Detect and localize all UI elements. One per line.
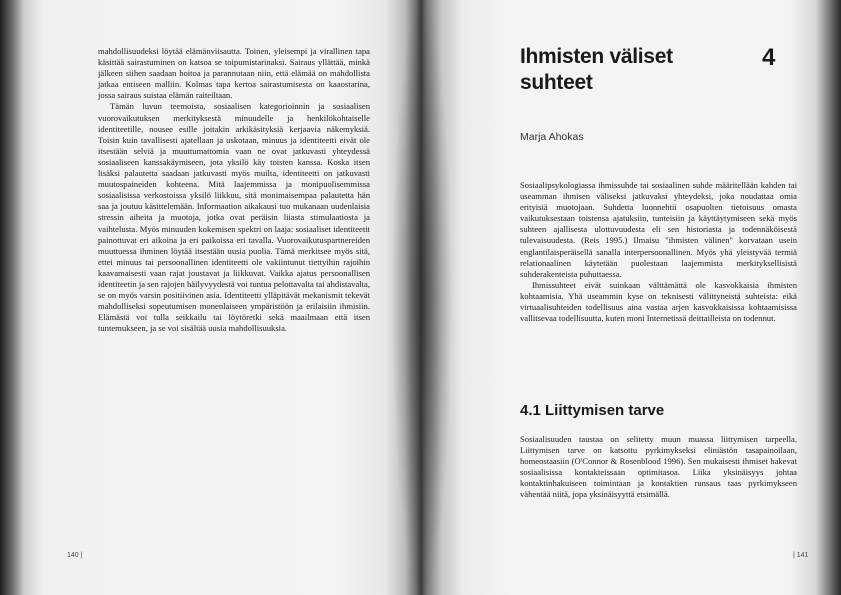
paragraph: Ihmissuhteet eivät suinkaan välttämättä ole kasvokkaisia ihmisten kohtaamisia. Yhä useammin kyse on teknisesti välittyneistä suhteista: eikä virtuaalisuhteiden todellisuus aina vastaa arjen kasvokkaisissa kohtaamisissa vallitsevaa todellisuutta, kuten moni Internetissä deittailleista on todennut. — [520, 279, 797, 324]
paragraph: Tämän luvun teemoista, sosiaalisen kategorioinnin ja sosiaalisen vuorovaikutuksen merkityksestä minuudelle ja henkilökohtaiselle identiteetille, nousee esille joitakin arkikäsityksiä kerjaavia näkemyksiä. Toisin kuin tavallisesti ajatellaan ja uskotaan, minuus ja identiteetti eivät ole itsestään selviä ja muuttumattomia vaan ne ovat jatkuvasti yhteydessä sosiaaliseen kanssakäymiseen, jota yksilö käy toisten kanssa. Koska itsen lisäksi palautetta saadaan jatkuvasti myös muilta, identiteetti on jatkuvasti muutospaineiden kohteena. Mitä laajemmissa ja monipuolisemmissa sosiaalisissa verkostoissa yksilö liikkuu, sitä monimaisempaa palautetta hän saa ja joutuu käsittelemään. Informaation aikakausi tuo mukanaan uudenlaisia stressin aiheita ja muotoja, jotka ovat peräisin liiasta stimulaatiosta ja vaihtelusta. Myös minuuden kokemisen spektri on laaja: sosiaaliset identiteetit painottuvat eri aikoina ja eri paikoissa eri tavalla. Vuorovaikutuspartnereiden muuttuessa ihminen löytää itsestään uusia puolia. Tämä merkitsee myös sitä, ettei minuus tai persoonallinen identiteetti ole vakiintunut tiettyihin rajoihin kaavamaisesti vaan rajat joustavat ja liikkuvat. Vaikka ajatus persoonallisen identiteetin ja sen rajojen häilyvyydestä voi tuntua pelottavalta tai ahdistavalta, se on myös varsin positiivinen asia. Identiteetti ylläpitävät mekanismit tekevät mahdolliseksi sopeutumisen monenlaiseen ympäristöön ja erilaisiin ihmisiin. Elämästä voi tulla seikkailu tai löytöretki sekä maailmaan että itsen tuntemukseen, ja se voi sisältää uusia mahdollisuuksia. — [98, 101, 370, 334]
chapter-title: Ihmisten väliset suhteet — [520, 45, 673, 94]
paragraph: Sosiaalisuuden taustaa on selitetty muun muassa liittymisen tarpeella. Liittymisen tarve on katsottu pyrkimykseksi eliniästön tasapainoilaan, homeostaasiin (O'Connor & Rosenblood 1996). Sen mukaisesti ihmiset hakevat sosiaalisissa kontakteissaan optimitasoa. Liika yksinäisyys johtaa kontaktinhakuiseen toimintaan ja kontaktien runsaus taas pyrkimykseen vähentää niitä, jopa yksinäisyyttä etsimällä. — [520, 434, 797, 500]
chapter-number: 4 — [762, 44, 776, 71]
author-name: Marja Ahokas — [520, 131, 584, 143]
page-number-left: 140 | — [67, 552, 83, 559]
section-heading: 4.1 Liittymisen tarve — [520, 402, 665, 419]
paragraph: mahdollisuudeksi löytää elämänviisautta. Toinen, yleisempi ja virallinen tapa käsittää sairastuminen on katsoa se toipumistarinaksi. Sairaus yllättää, minkä jälkeen siihen saadaan hoitoa ja parannutaan niin, että elämää on mahdollista jatkaa entiseen malliin. Kolmas tapa kertoa sairastumisesta on kaaostarina, jossa sairaus suistaa elämän raiteiltaan. — [98, 46, 370, 101]
intro-text — [520, 180, 797, 324]
section-text — [520, 434, 797, 501]
page-number-right: | 141 — [793, 552, 809, 559]
paragraph: Sosiaalipsykologiassa ihmissuhde tai sosiaalinen suhde määritellään kahden tai useamman ihmisen väliseksi jatkuvaksi yhteydeksi, joka noudattaa omia erityisiä muotojaan. Suhdetta luonnehtii osapuolten tietoisuus omasta vaikutuksestaan toistensa ajatuksiin, tunteisiin ja käyttäytymiseen sekä myös suhteen ajallisesta ulottuvuudesta eli sen historiasta ja todennäköisestä tulevaisuudesta. (Reis 1995.) Ilmaisu "ihmisten välinen" korvataan usein englantilaisperäisellä sanalla interpersoonallinen. Myös yhä yleistyvää termiä relationaalinen käytetään puolestaan laajemmista merkityksellisistä suhderakenteista puhuttaessa. — [520, 180, 797, 279]
left-body-text — [98, 46, 370, 334]
